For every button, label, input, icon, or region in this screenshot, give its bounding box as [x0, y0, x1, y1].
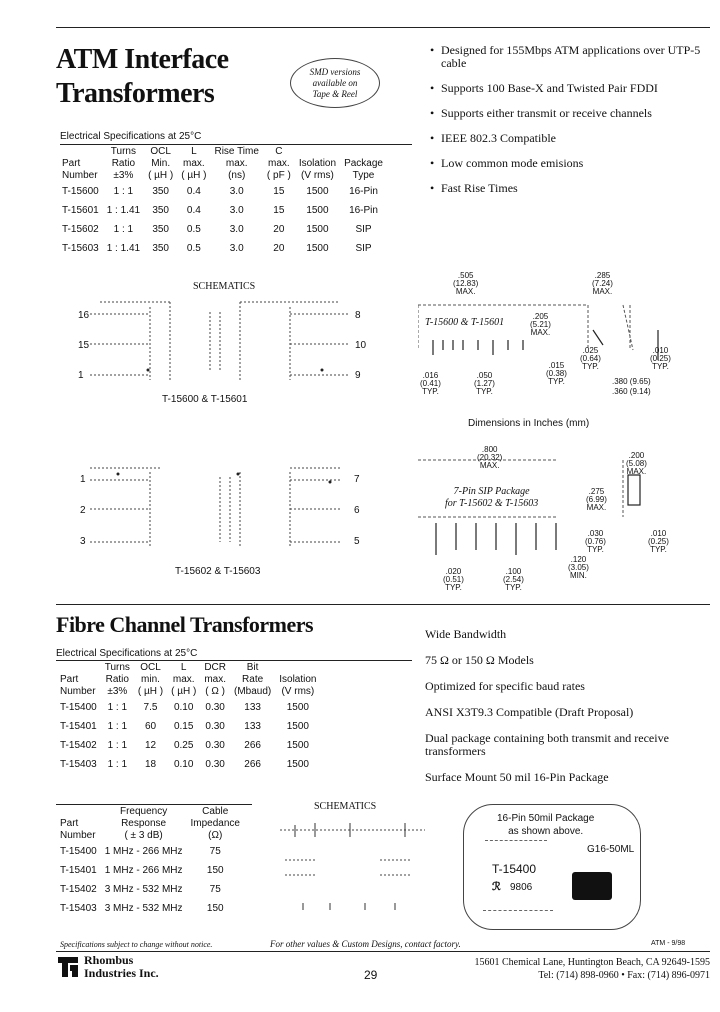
table-cell: 60: [144, 721, 157, 732]
table-row: [56, 717, 320, 736]
specs-rule: [60, 144, 412, 145]
dimension-label: .285 (7.24) MAX.: [592, 271, 613, 296]
col-header: Part Number: [60, 674, 96, 697]
table-cell: 1 MHz - 266 MHz: [104, 846, 183, 857]
col-header: Isolation (V rms): [298, 158, 337, 181]
table-cell: 0.5: [186, 224, 201, 235]
atm-specs-table: [58, 146, 387, 258]
table-cell: 1500: [306, 186, 329, 197]
schematic-diagram-fc: [275, 815, 435, 915]
table-cell: 1 : 1: [107, 721, 128, 732]
table-cell: T-15403: [60, 903, 97, 914]
schematics-title: SCHEMATICS: [314, 801, 377, 812]
col-header: Bit Rate (Mbaud): [233, 662, 272, 697]
col-header: Isolation (V rms): [279, 674, 317, 697]
table-row: [56, 755, 320, 774]
table-cell: 1 : 1.41: [106, 205, 141, 216]
table-cell: 15: [273, 186, 285, 197]
section-rule: [56, 604, 710, 605]
table-cell: T-15400: [60, 702, 97, 713]
feature-item: • Fast Rise Times: [441, 182, 711, 195]
package-title-line: as shown above.: [508, 826, 584, 837]
dimension-label: .020 (0.51) TYP.: [443, 567, 464, 592]
dimension-label: .010 (0.25) TYP.: [648, 529, 669, 554]
atm-specs-caption: Electrical Specifications at 25°C: [60, 131, 202, 142]
table-cell: 1500: [286, 721, 309, 732]
table-header-row: [58, 146, 387, 182]
dimension-label: .120 (3.05) MIN.: [568, 555, 589, 580]
table-cell: 1 : 1: [107, 740, 128, 751]
table-cell: 1 : 1: [107, 759, 128, 770]
doc-code: ATM - 9/98: [651, 940, 686, 947]
company-phone: Tel: (714) 898-0960 • Fax: (714) 896-0971: [538, 970, 710, 981]
schematic-diagram-1: [60, 292, 390, 392]
package-code: G16-50ML: [587, 844, 635, 855]
table-cell: 1 : 1: [107, 702, 128, 713]
table-cell: T-15402: [60, 884, 97, 895]
rhombus-logo-icon: ℛ: [492, 881, 501, 893]
feature-item: Dual package containing both transmit and receive transformers: [425, 731, 669, 758]
table-cell: 0.30: [205, 759, 225, 770]
table-cell: 1 : 1: [113, 224, 134, 235]
atm-features: [441, 44, 711, 207]
pin-label: 5: [354, 536, 360, 547]
table-cell: 133: [244, 702, 261, 713]
table-cell: 0.30: [205, 702, 225, 713]
table-row: [58, 182, 387, 201]
package-pins: [483, 902, 553, 911]
feature-item: • IEEE 802.3 Compatible: [441, 132, 711, 145]
specs-rule: [56, 804, 252, 805]
dimension-label: .360 (9.14): [612, 387, 651, 396]
top-rule: [56, 27, 710, 28]
package-title-line: 16-Pin 50mil Package: [497, 813, 595, 824]
dimension-label: .030 (0.76) TYP.: [585, 529, 606, 554]
fc-specs-table: [56, 662, 320, 774]
dimension-label: .800 (20.32) MAX.: [477, 445, 503, 470]
table-header-row: [56, 662, 320, 698]
table-cell: 16-Pin: [349, 186, 378, 197]
smd-note-line: Tape & Reel: [312, 89, 358, 99]
table-row: [56, 842, 244, 861]
fc-specs-caption: Electrical Specifications at 25°C: [56, 648, 198, 659]
company-logo-icon: [56, 955, 80, 979]
table-cell: 133: [244, 721, 261, 732]
table-cell: 75: [209, 846, 221, 857]
dimension-label: .505 (12.83) MAX.: [453, 271, 479, 296]
dimension-label: .200 (5.08) MAX.: [626, 451, 647, 476]
company-name-line1: Rhombus: [84, 953, 134, 967]
dimension-label: .275 (6.99) MAX.: [586, 487, 607, 512]
specs-rule: [56, 660, 412, 661]
feature-item: • Low common mode emisions: [441, 157, 711, 170]
package-label-line: 7-Pin SIP Package: [453, 486, 530, 497]
table-cell: SIP: [355, 243, 372, 254]
table-cell: 266: [244, 759, 261, 770]
fc-freq-table: [56, 806, 244, 918]
package-label-line: for T-15602 & T-15603: [445, 498, 539, 509]
disclaimer: Specifications subject to change without notice.: [60, 940, 213, 949]
col-header: Cable Impedance (Ω): [190, 806, 240, 841]
other-values-note: For other values & Custom Designs, contact factory.: [270, 939, 461, 949]
col-header: Turns Ratio ±3%: [104, 662, 130, 697]
table-cell: T-15601: [62, 205, 99, 216]
smd-note-line: available on: [312, 78, 358, 88]
company-contact: [474, 956, 710, 982]
dimension-label: .010 (0.25) TYP.: [650, 346, 671, 371]
schematic-diagram-2: [90, 462, 360, 554]
chip-icon: [572, 872, 612, 900]
table-cell: 1 MHz - 266 MHz: [104, 865, 183, 876]
table-row: [56, 861, 244, 880]
pin-label: 8: [355, 310, 361, 321]
col-header: OCL min. ( µH ): [137, 662, 164, 697]
table-cell: 3 MHz - 532 MHz: [104, 884, 183, 895]
atm-title-line1: ATM Interface: [56, 44, 229, 75]
table-cell: 0.30: [205, 721, 225, 732]
atm-title: [56, 44, 229, 110]
page-number: 29: [364, 968, 378, 982]
feature-item: • Designed for 155Mbps ATM applications over UTP-5 cable: [441, 44, 711, 70]
package-label: T-15600 & T-15601: [425, 317, 505, 328]
col-header: OCL Min. ( µH ): [148, 146, 174, 181]
table-cell: 75: [209, 884, 221, 895]
package-drawing-2: [418, 455, 713, 585]
table-cell: 350: [152, 224, 169, 235]
col-header: Part Number: [60, 818, 96, 841]
table-cell: T-15400: [60, 846, 97, 857]
fc-features: [425, 628, 695, 797]
table-row: [56, 880, 244, 899]
package-title: [497, 812, 594, 838]
table-cell: 20: [273, 224, 285, 235]
table-cell: 1500: [286, 702, 309, 713]
table-cell: T-15402: [60, 740, 97, 751]
schematic-caption: T-15600 & T-15601: [162, 394, 248, 405]
feature-item: • Supports either transmit or receive channels: [441, 107, 711, 120]
table-cell: 7.5: [143, 702, 158, 713]
table-row: [56, 736, 320, 755]
table-cell: T-15602: [62, 224, 99, 235]
table-cell: 0.5: [186, 243, 201, 254]
pin-label: 1: [80, 474, 86, 485]
table-cell: 350: [152, 243, 169, 254]
table-row: [58, 220, 387, 239]
col-header: DCR max. ( Ω ): [204, 662, 226, 697]
table-cell: 350: [152, 205, 169, 216]
dimension-label: .100 (2.54) TYP.: [503, 567, 524, 592]
pin-label: 1: [78, 370, 84, 381]
company-name: [84, 954, 159, 980]
table-cell: 0.10: [173, 702, 194, 713]
company-address: 15601 Chemical Lane, Huntington Beach, CA 92649-1595: [474, 957, 710, 968]
table-cell: 1500: [306, 205, 329, 216]
dimension-label: .050 (1.27) TYP.: [474, 371, 495, 396]
table-cell: 0.15: [173, 721, 194, 732]
col-header: L max. ( µH ): [181, 146, 207, 181]
table-cell: 0.4: [186, 186, 201, 197]
atm-title-line2: Transformers: [56, 78, 215, 109]
dimension-label: .025 (0.64) TYP.: [580, 346, 601, 371]
table-cell: 1500: [306, 224, 329, 235]
table-cell: 15: [273, 205, 285, 216]
pin-label: 9: [355, 370, 361, 381]
table-cell: 1500: [286, 740, 309, 751]
table-cell: T-15403: [60, 759, 97, 770]
table-cell: 0.10: [173, 759, 194, 770]
fc-title: Fibre Channel Transformers: [56, 612, 314, 637]
table-cell: 3.0: [229, 243, 244, 254]
col-header: Turns Ratio ±3%: [110, 146, 136, 181]
table-cell: 1 : 1: [113, 186, 134, 197]
table-row: [56, 698, 320, 717]
feature-item: Wide Bandwidth: [425, 627, 507, 641]
feature-item: 75 Ω or 150 Ω Models: [425, 653, 534, 667]
package-outline: [485, 840, 547, 855]
table-cell: SIP: [355, 224, 372, 235]
table-cell: 3.0: [229, 186, 244, 197]
table-cell: T-15401: [60, 865, 97, 876]
col-header: C max. ( pF ): [266, 146, 291, 181]
table-cell: T-15600: [62, 186, 99, 197]
feature-item: • Supports 100 Base-X and Twisted Pair FDDI: [441, 82, 711, 95]
dimension-label: .016 (0.41) TYP.: [420, 371, 441, 396]
schematic-caption: T-15602 & T-15603: [175, 566, 261, 577]
feature-item: Surface Mount 50 mil 16-Pin Package: [425, 770, 609, 784]
table-cell: 12: [144, 740, 157, 751]
table-cell: 150: [206, 903, 224, 914]
table-cell: 16-Pin: [349, 205, 378, 216]
table-cell: 1500: [306, 243, 329, 254]
table-cell: 18: [144, 759, 157, 770]
table-cell: 266: [244, 740, 261, 751]
col-header: Rise Time max. (ns): [214, 146, 259, 181]
table-cell: 0.4: [186, 205, 201, 216]
table-cell: 1 : 1.41: [106, 243, 141, 254]
package-date: 9806: [510, 882, 533, 893]
col-header: Package Type: [344, 158, 383, 181]
pin-label: 16: [78, 310, 90, 321]
pin-label: 10: [355, 340, 367, 351]
pin-label: 3: [80, 536, 86, 547]
table-cell: 0.25: [173, 740, 194, 751]
pin-label: 6: [354, 505, 360, 516]
col-header: Part Number: [62, 158, 98, 181]
feature-item: ANSI X3T9.3 Compatible (Draft Proposal): [425, 705, 634, 719]
company-name-line2: Industries Inc.: [84, 966, 159, 980]
table-cell: T-15603: [62, 243, 99, 254]
package-label: [445, 486, 538, 510]
pin-label: 2: [80, 505, 86, 516]
dimension-label: .380 (9.65): [612, 377, 651, 386]
smd-note: [290, 58, 380, 108]
table-cell: 150: [206, 865, 224, 876]
table-cell: 350: [152, 186, 169, 197]
table-cell: 20: [273, 243, 285, 254]
col-header: L max. ( µH ): [171, 662, 197, 697]
table-cell: 3.0: [229, 224, 244, 235]
smd-note-line: SMD versions: [309, 67, 361, 77]
table-cell: 1500: [286, 759, 309, 770]
dimension-label: .015 (0.38) TYP.: [546, 361, 567, 386]
table-row: [58, 239, 387, 258]
col-header: Frequency Response ( ± 3 dB): [119, 806, 168, 841]
table-cell: 3.0: [229, 205, 244, 216]
dimension-label: .205 (5.21) MAX.: [530, 312, 551, 337]
table-cell: 0.30: [205, 740, 225, 751]
schematics-title: SCHEMATICS: [193, 281, 256, 292]
table-row: [58, 201, 387, 220]
feature-item: Optimized for specific baud rates: [425, 679, 585, 693]
table-cell: T-15401: [60, 721, 97, 732]
table-row: [56, 899, 244, 918]
dimensions-caption: Dimensions in Inches (mm): [468, 418, 590, 429]
footer-rule: [56, 951, 710, 952]
table-header-row: [56, 806, 244, 842]
pin-label: 15: [78, 340, 90, 351]
package-part: T-15400: [492, 862, 537, 876]
table-cell: 3 MHz - 532 MHz: [104, 903, 183, 914]
pin-label: 7: [354, 474, 360, 485]
